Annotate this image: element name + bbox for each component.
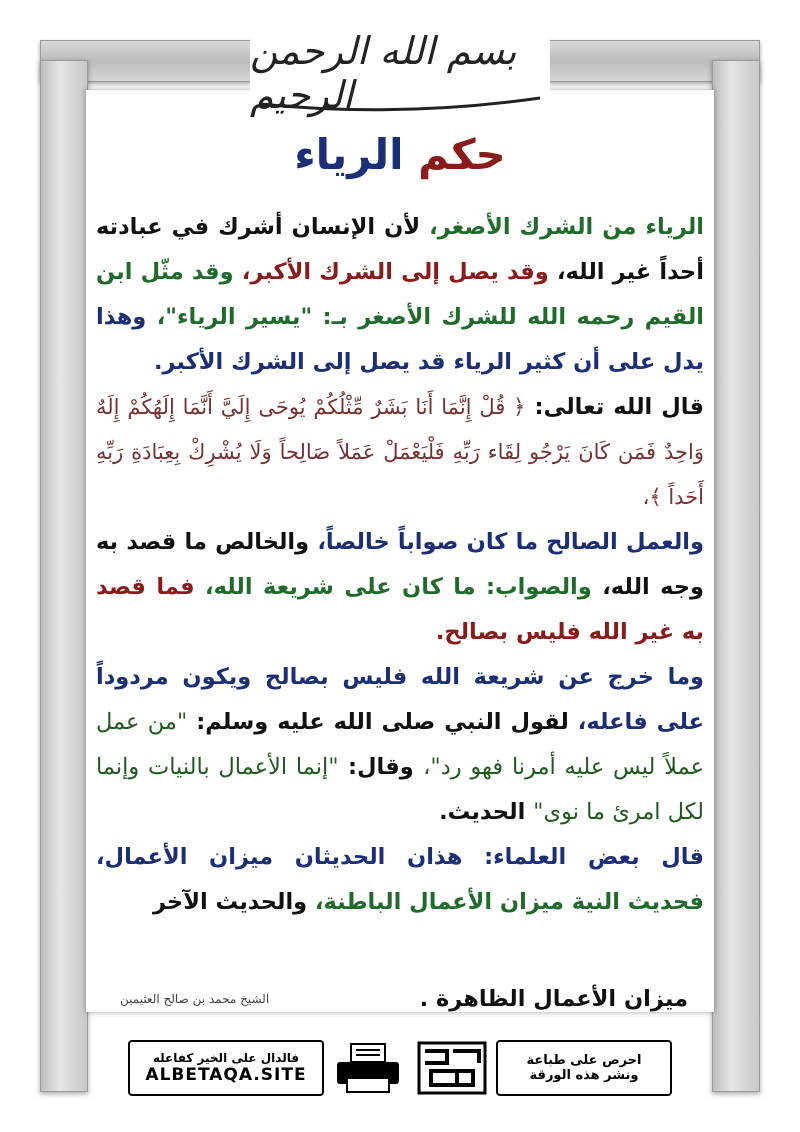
printer-icon	[333, 1042, 403, 1094]
text-segment: فما قصد به غير الله فليس بصالح.	[96, 574, 704, 645]
attribution: الشيخ محمد بن صالح العثيمين	[120, 992, 270, 1006]
footer-icons	[324, 1040, 496, 1096]
frame-rail-left	[40, 60, 88, 1092]
title-word-hukm: حكم	[418, 130, 506, 179]
text-segment: والعمل الصالح ما كان صواباً خالصاً،	[317, 529, 704, 555]
dawah-card-logo-icon	[417, 1041, 487, 1095]
text-segment: فحديث النية ميزان الأعمال الباطنة،	[314, 889, 704, 915]
basmala-calligraphy: بسم الله الرحمن الرحيم	[250, 28, 550, 118]
footer-share-line: ونشر هذه الورقة	[529, 1068, 639, 1083]
article-body	[96, 205, 704, 925]
footer-bar	[128, 1040, 672, 1096]
footer-print-line: احرص على طباعة	[526, 1053, 642, 1068]
text-segment: لأن الإنسان أشرك في عبادته أحداً غير الله،	[96, 214, 704, 285]
verse-intro: قال الله تعالى:	[525, 394, 704, 420]
site-url[interactable]: ALBETAQA.SITE	[145, 1065, 307, 1085]
paragraph-5	[96, 835, 704, 925]
text-segment: الرياء من الشرك الأصغر،	[429, 214, 704, 240]
text-segment: وقد يصل إلى الشرك الأكبر،	[241, 259, 557, 285]
closing-line: ميزان الأعمال الظاهرة .	[419, 986, 688, 1012]
text-segment: وهذا يدل على أن كثير الرياء قد يصل إلى الشرك الأكبر.	[96, 304, 704, 375]
paragraph-3	[96, 520, 704, 655]
text-segment: الحديث.	[439, 799, 534, 825]
hadith-quote-2: "إنما الأعمال بالنيات وإنما لكل امرئ ما نوى"	[96, 754, 704, 825]
footer-slogan: فالدال على الخير كفاعله	[152, 1051, 300, 1065]
text-segment: وما خرج عن شريعة الله فليس بصالح ويكون مردوداً على فاعله،	[96, 664, 704, 735]
paragraph-4	[96, 655, 704, 835]
text-segment: وقال:	[338, 754, 424, 780]
basmala-swash-decoration	[255, 92, 545, 112]
quran-verse: ﴿ قُلْ إِنَّمَا أَنَا بَشَرٌ مِّثْلُكُمْ يُوحَى إِلَيَّ أَنَّمَا إِلَهُكُمْ إِلَهٌ وَاحِدٌ فَمَن كَانَ يَرْجُو لِقَاء رَبِّهِ فَلْيَعْمَلْ عَمَلاً صَالِحاً وَلَا يُشْرِكْ بِعِبَادَةِ رَبِّهِ أَحَداً ﴾،	[96, 395, 704, 509]
text-segment: والخالص ما قصد به وجه الله،	[96, 529, 704, 600]
text-segment: والصواب: ما كان على شريعة الله،	[205, 574, 603, 600]
text-segment: لقول النبي صلى الله عليه وسلم:	[187, 709, 578, 735]
title-word-riyaa: الرياء	[294, 130, 404, 179]
paragraph-1	[96, 205, 704, 385]
text-segment: قال بعض العلماء: هذان الحديثان ميزان الأعمال،	[96, 844, 704, 870]
text-segment: والحديث الآخر	[153, 889, 315, 915]
page-title	[0, 130, 800, 179]
print-share-box	[496, 1040, 672, 1096]
frame-rail-right	[712, 60, 760, 1092]
site-box[interactable]	[128, 1040, 324, 1096]
paragraph-2	[96, 385, 704, 520]
hadith-quote-1: "من عمل عملاً ليس عليه أمرنا فهو رد"،	[96, 709, 704, 780]
text-segment: وقد مثّل ابن القيم رحمه الله للشرك الأصغر بـ: "يسير الرياء"،	[96, 259, 704, 330]
